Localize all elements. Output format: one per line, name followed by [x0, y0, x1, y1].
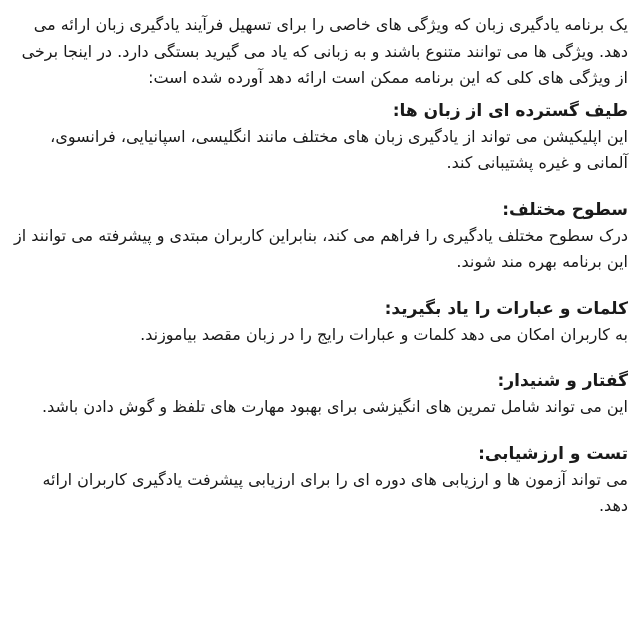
section-heading: طیف گسترده ای از زبان ها: — [392, 100, 628, 121]
section-body: به کاربران امکان می دهد کلمات و عبارات رایج را در زبان مقصد بیاموزند. — [140, 324, 628, 344]
section-body: می تواند آزمون ها و ارزیابی های دوره ای را برای ارزیابی پیشرفت یادگیری کاربران ارائه دهد. — [42, 469, 628, 515]
section-body: این اپلیکیشن می تواند از یادگیری زبان های مختلف مانند انگلیسی، اسپانیایی، فرانسوی، آلمانی و غیره پشتیبانی کند. — [50, 126, 628, 172]
section-body: درک سطوح مختلف یادگیری را فراهم می کند، بنابراین کاربران مبتدی و پیشرفته می توانند از این برنامه بهره مند شوند. — [14, 225, 628, 271]
section-speaking-listening — [12, 368, 628, 421]
section-levels — [12, 197, 628, 276]
section-heading: گفتار و شنیدار: — [497, 371, 628, 391]
section-heading: سطوح مختلف: — [502, 199, 628, 220]
section-heading: تست و ارزشیابی: — [478, 443, 628, 464]
intro-paragraph: یک برنامه یادگیری زبان که ویژگی های خاصی را برای تسهیل فرآیند یادگیری زبان ارائه می دهد. ویژگی ها می توانند متنوع باشند و به زبانی که یاد می گیرید بستگی دارد. در اینجا برخی از ویژگی های کلی که این برنامه ممکن است ارائه دهد آورده شده است: — [21, 15, 628, 87]
section-vocabulary — [12, 296, 628, 349]
section-body: این می تواند شامل تمرین های انگیزشی برای بهبود مهارت های تلفظ و گوش دادن باشد. — [42, 397, 628, 416]
section-languages — [12, 98, 628, 177]
section-heading: کلمات و عبارات را یاد بگیرید: — [384, 298, 628, 319]
section-testing — [12, 441, 628, 520]
